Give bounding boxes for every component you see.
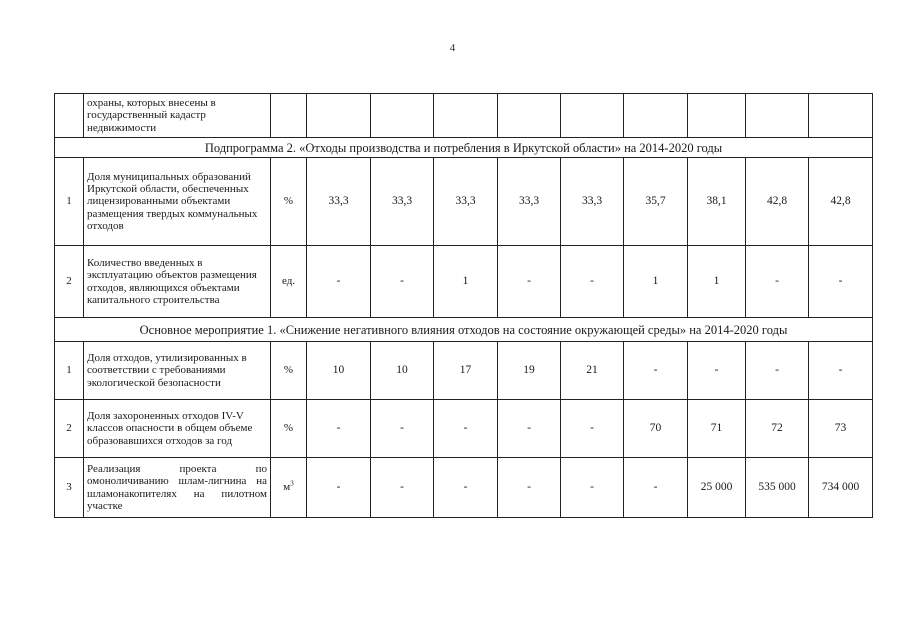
value-cell: - — [624, 342, 688, 400]
value-cell: 1 — [624, 246, 688, 318]
value-cell: - — [434, 458, 498, 518]
indicator-name: Доля отходов, утилизированных в соответствии с требованиями экологической безопасности — [84, 342, 271, 400]
row-number: 1 — [55, 158, 84, 246]
unit-cell — [271, 94, 307, 138]
value-cell: 21 — [561, 342, 624, 400]
section-title: Основное мероприятие 1. «Снижение негативного влияния отходов на состояние окружающей среды» на 2014-2020 годы — [55, 318, 873, 342]
value-cell: - — [498, 458, 561, 518]
value-cell: - — [746, 342, 809, 400]
section-title: Подпрограмма 2. «Отходы производства и потребления в Иркутской области» на 2014-2020 годы — [55, 138, 873, 158]
row-number: 2 — [55, 400, 84, 458]
page-number: 4 — [449, 42, 456, 54]
value-cell: - — [809, 246, 873, 318]
value-cell — [809, 94, 873, 138]
value-cell: - — [561, 246, 624, 318]
unit-text: м — [283, 481, 291, 494]
value-cell — [561, 94, 624, 138]
value-cell — [307, 94, 371, 138]
value-cell: 535 000 — [746, 458, 809, 518]
table-row — [55, 158, 873, 246]
value-cell: - — [371, 400, 434, 458]
value-cell: 33,3 — [434, 158, 498, 246]
table-row — [55, 246, 873, 318]
indicator-name: Доля муниципальных образований Иркутской области, обеспеченных лицензированными объектами размещения твердых коммунальных отходов — [84, 158, 271, 246]
value-cell: 73 — [809, 400, 873, 458]
row-number — [55, 94, 84, 138]
value-cell: 1 — [688, 246, 746, 318]
indicator-name: Реализация проекта по омоноличиванию шлам-лигнина на шламонакопителях на пилотном участке — [84, 458, 271, 518]
value-cell: - — [809, 342, 873, 400]
table-row — [55, 458, 873, 518]
unit-cell: % — [271, 400, 307, 458]
value-cell — [371, 94, 434, 138]
section-header-row — [55, 318, 873, 342]
value-cell: 35,7 — [624, 158, 688, 246]
indicators-table — [54, 93, 873, 518]
value-cell: 71 — [688, 400, 746, 458]
value-cell: - — [624, 458, 688, 518]
value-cell: 42,8 — [746, 158, 809, 246]
value-cell — [498, 94, 561, 138]
value-cell: 72 — [746, 400, 809, 458]
value-cell: 33,3 — [561, 158, 624, 246]
section-header-row — [55, 138, 873, 158]
value-cell: 10 — [307, 342, 371, 400]
value-cell: - — [561, 458, 624, 518]
value-cell — [434, 94, 498, 138]
value-cell: 33,3 — [307, 158, 371, 246]
value-cell: - — [498, 400, 561, 458]
value-cell: 70 — [624, 400, 688, 458]
value-cell — [624, 94, 688, 138]
value-cell: - — [307, 400, 371, 458]
value-cell: 19 — [498, 342, 561, 400]
value-cell: - — [498, 246, 561, 318]
row-number: 3 — [55, 458, 84, 518]
unit-cell: % — [271, 158, 307, 246]
value-cell: - — [746, 246, 809, 318]
value-cell — [688, 94, 746, 138]
value-cell: - — [688, 342, 746, 400]
value-cell: 25 000 — [688, 458, 746, 518]
table-row — [55, 400, 873, 458]
table-row — [55, 94, 873, 138]
value-cell: - — [307, 246, 371, 318]
row-number: 2 — [55, 246, 84, 318]
unit-superscript: 3 — [290, 479, 294, 488]
indicator-name: охраны, которых внесены в государственный кадастр недвижимости — [84, 94, 271, 138]
unit-cell: ед. — [271, 246, 307, 318]
indicator-name: Доля захороненных отходов IV-V классов опасности в общем объеме образовавшихся отходов за год — [84, 400, 271, 458]
value-cell: - — [434, 400, 498, 458]
value-cell: 42,8 — [809, 158, 873, 246]
value-cell: - — [561, 400, 624, 458]
indicator-name: Количество введенных в эксплуатацию объектов размещения отходов, являющихся объектами капитального строительства — [84, 246, 271, 318]
value-cell: 10 — [371, 342, 434, 400]
value-cell — [746, 94, 809, 138]
unit-cell: % — [271, 342, 307, 400]
table-row — [55, 342, 873, 400]
value-cell: 17 — [434, 342, 498, 400]
value-cell: 734 000 — [809, 458, 873, 518]
value-cell: 1 — [434, 246, 498, 318]
value-cell: - — [371, 246, 434, 318]
unit-cell — [271, 458, 307, 518]
value-cell: 33,3 — [371, 158, 434, 246]
value-cell: - — [371, 458, 434, 518]
value-cell: 33,3 — [498, 158, 561, 246]
row-number: 1 — [55, 342, 84, 400]
value-cell: 38,1 — [688, 158, 746, 246]
value-cell: - — [307, 458, 371, 518]
